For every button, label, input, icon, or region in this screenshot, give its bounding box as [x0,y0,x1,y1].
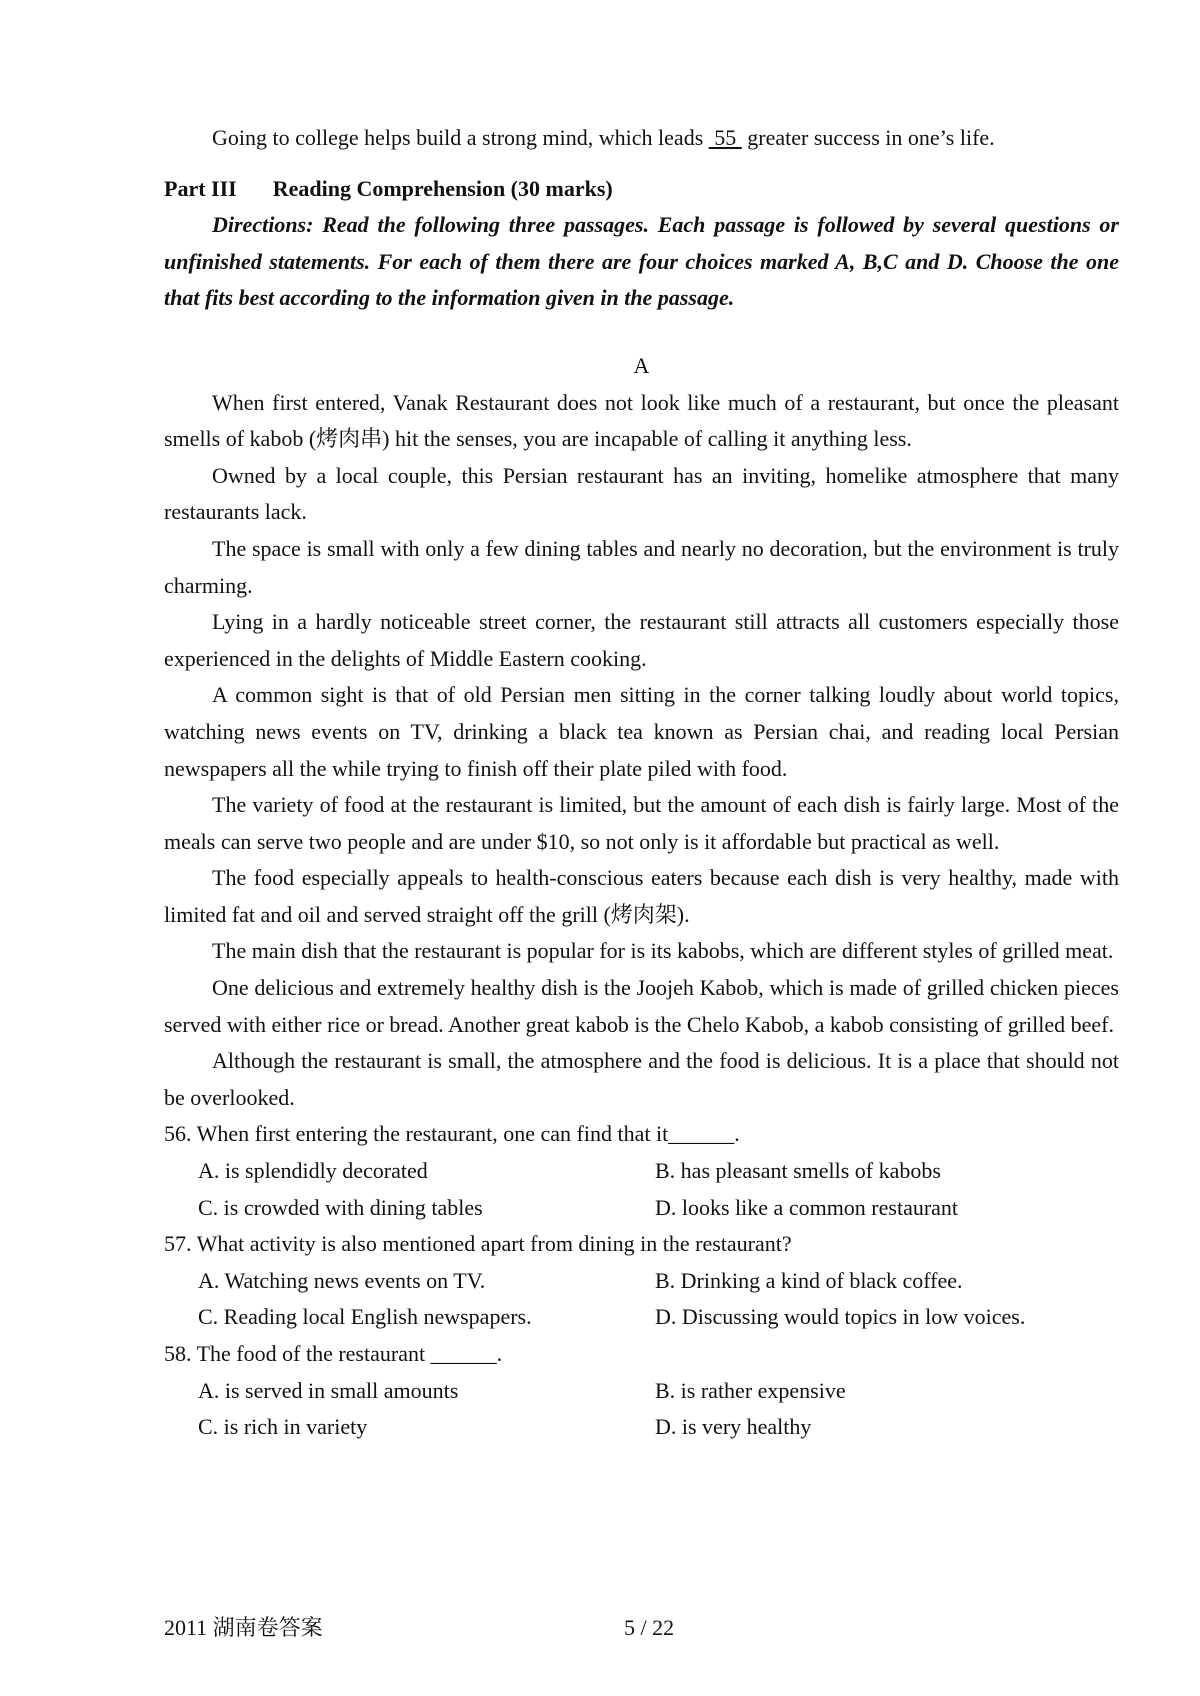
paragraph: The food especially appeals to health-conscious eaters because each dish is very healthy, made with limited fat and oil and served straight off the grill (烤肉架). [164,865,1119,927]
paragraph: Although the restaurant is small, the atmosphere and the food is delicious. It is a place that should not be overlooked. [164,1048,1119,1110]
intro-after: greater success in one’s life. [741,125,995,150]
paragraph: The variety of food at the restaurant is limited, but the amount of each dish is fairly large. Most of the meals can serve two people and are under $10, so not only is it affordable but practical as well. [164,792,1119,854]
option-c: C. Reading local English newspapers. [198,1304,532,1330]
paragraph: The main dish that the restaurant is popular for is its kabobs, which are different styles of grilled meat. [212,938,1114,964]
page-number: 5 / 22 [624,1615,675,1640]
directions: Directions: Read the following three passages. Each passage is followed by several questions or unfinished statements. For each of them there are four choices marked A, B,C and D. Choose the one that fits best according to the information given in the passage. [164,212,1119,311]
question-58: 58. The food of the restaurant ______. [164,1341,503,1366]
answer-blank-55: 55 [708,125,742,150]
option-a: A. Watching news events on TV. [198,1267,486,1293]
question-56-options [198,1153,1119,1226]
footer-title: 2011 湖南卷答案 [164,1615,323,1640]
intro-before: Going to college helps build a strong mind, which leads [212,125,709,150]
question-56: 56. When first entering the restaurant, one can find that it______. [164,1121,740,1147]
question-58-options [198,1373,1119,1446]
option-b: B. is rather expensive [655,1377,846,1403]
option-d: D. looks like a common restaurant [655,1194,959,1220]
option-d: D. Discussing would topics in low voices. [655,1304,1026,1330]
option-d: D. is very healthy [655,1414,812,1440]
intro-line [164,120,1119,157]
paragraph: Lying in a hardly noticeable street corner, the restaurant still attracts all customers especially those experienced in the delights of Middle Eastern cooking. [164,609,1119,671]
paragraph: The space is small with only a few dining tables and nearly no decoration, but the environment is truly charming. [164,535,1119,598]
question-57: 57. What activity is also mentioned apart from dining in the restaurant? [164,1231,792,1257]
option-b: B. has pleasant smells of kabobs [655,1158,941,1184]
part-title: Reading Comprehension (30 marks) [272,175,613,201]
option-c: C. is rich in variety [198,1414,368,1440]
spacer [164,157,1119,171]
option-a: A. is splendidly decorated [198,1158,428,1184]
paragraph: Owned by a local couple, this Persian restaurant has an inviting, homelike atmosphere that many restaurants lack. [164,462,1119,525]
part-label: Part III [164,175,237,201]
paragraph: When first entered, Vanak Restaurant does not look like much of a restaurant, but once the pleasant smells of kabob (烤肉串) hit the senses, you are incapable of calling it anything less. [164,389,1119,452]
option-c: C. is crowded with dining tables [198,1194,483,1220]
option-a: A. is served in small amounts [198,1377,459,1403]
paragraph: One delicious and extremely healthy dish is the Joojeh Kabob, which is made of grilled chicken pieces served with either rice or bread. Another great kabob is the Chelo Kabob, a kabob consisting of grilled beef. [164,975,1119,1037]
paragraph: A common sight is that of old Persian men sitting in the corner talking loudly about world topics, watching news events on TV, drinking a black tea known as Persian chai, and reading local Persian newspapers all the while trying to finish off their plate piled with food. [164,682,1119,781]
option-b: B. Drinking a kind of black coffee. [655,1267,963,1293]
passage-label: A [633,352,650,378]
part-heading [164,171,1119,208]
document-page [164,120,1119,1446]
question-57-options [198,1263,1119,1336]
spacer [164,317,1119,348]
